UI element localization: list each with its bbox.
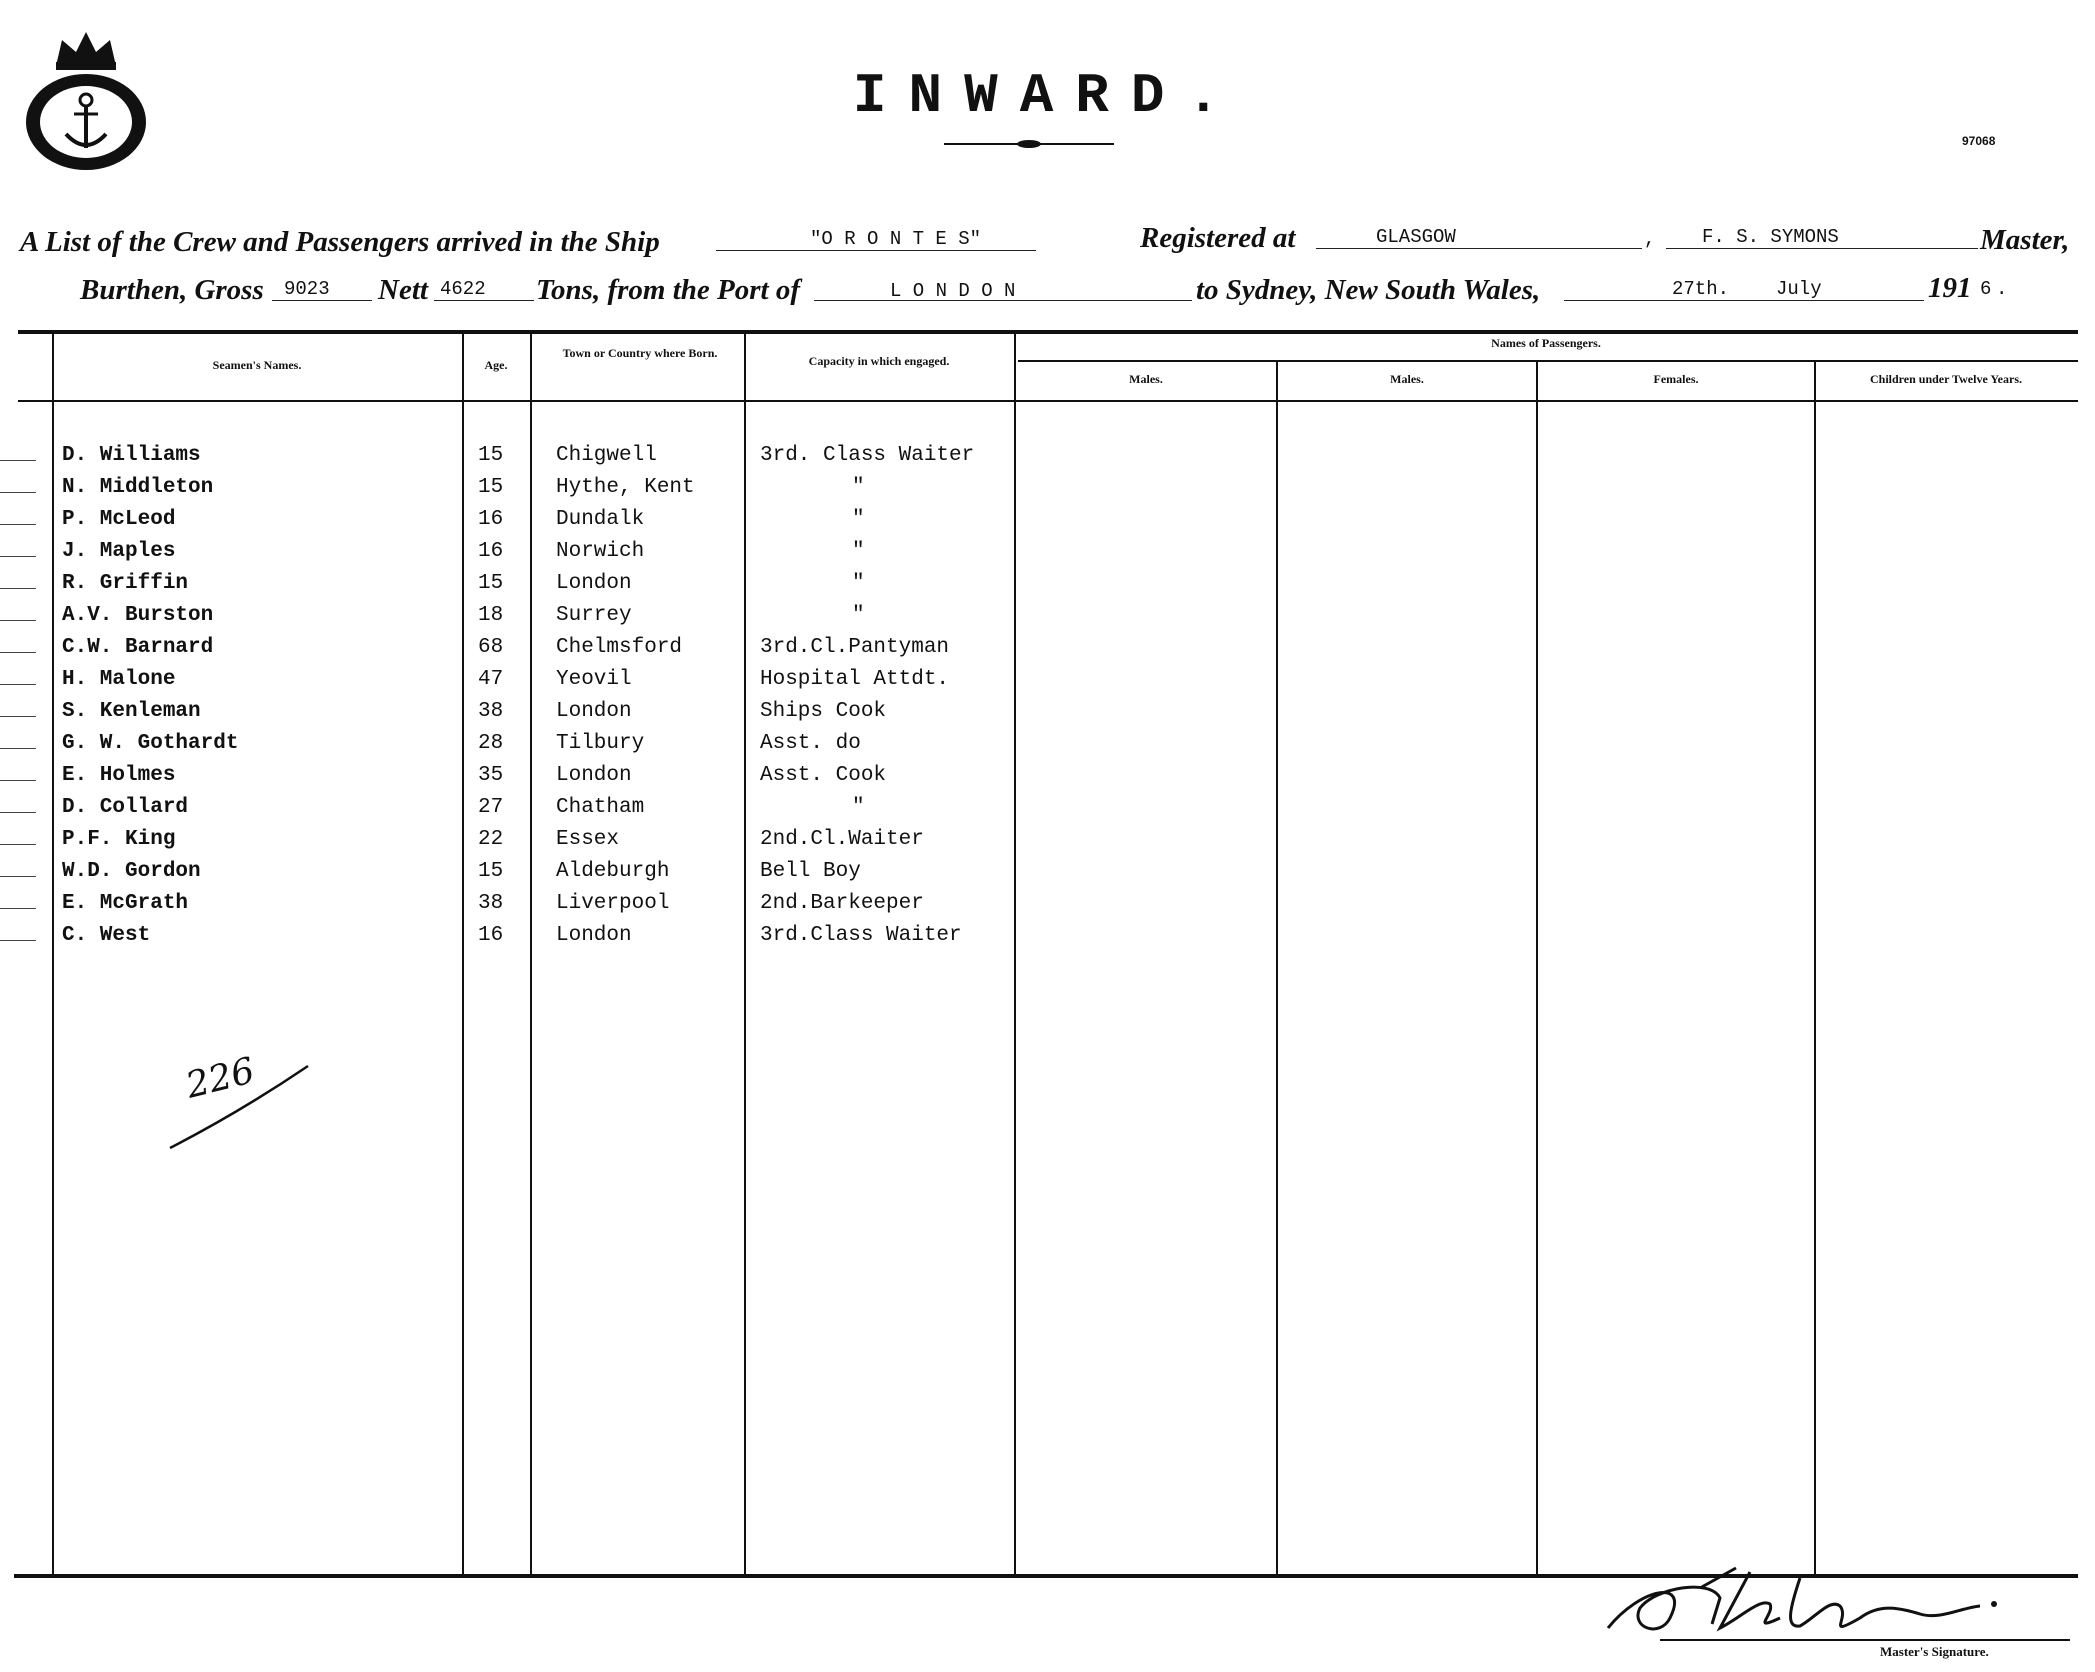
departure-port: L O N D O N	[890, 280, 1016, 302]
seaman-birthplace: London	[556, 924, 632, 947]
reference-number: 97068	[1962, 134, 1996, 148]
seaman-age: 47	[478, 668, 504, 691]
seaman-age: 68	[478, 636, 504, 659]
column-passenger-names: Names of Passengers.	[1491, 336, 1601, 350]
seaman-name: E. McGrath	[62, 892, 189, 915]
arrival-month: July	[1776, 278, 1822, 300]
seaman-age: 15	[478, 476, 504, 499]
seaman-name: G. W. Gothardt	[62, 732, 239, 755]
signature-caption: Master's Signature.	[1880, 1644, 1989, 1659]
column-males-1: Males.	[1129, 372, 1163, 386]
seaman-capacity: 3rd.Class Waiter	[760, 924, 962, 947]
row-tick-mark	[0, 684, 36, 685]
seaman-age: 27	[478, 796, 504, 819]
row-tick-mark	[0, 812, 36, 813]
seaman-birthplace: Chatham	[556, 796, 645, 819]
row-tick-mark	[0, 780, 36, 781]
seaman-capacity: "	[852, 796, 865, 819]
seaman-capacity: Ships Cook	[760, 700, 887, 723]
seaman-age: 16	[478, 924, 504, 947]
header-label-destination: to Sydney, New South Wales,	[1196, 274, 1541, 306]
seaman-capacity: "	[852, 476, 865, 499]
row-tick-mark	[0, 460, 36, 461]
seaman-name: D. Collard	[62, 796, 189, 819]
row-tick-mark	[0, 844, 36, 845]
seaman-age: 35	[478, 764, 504, 787]
seaman-birthplace: Tilbury	[556, 732, 645, 755]
column-females: Females.	[1653, 372, 1699, 386]
nett-tonnage: 4622	[440, 278, 486, 300]
seaman-capacity: 3rd.Cl.Pantyman	[760, 636, 950, 659]
column-age: Age.	[484, 358, 508, 372]
column-seamen-names: Seamen's Names.	[212, 358, 302, 372]
row-tick-mark	[0, 492, 36, 493]
gross-tonnage: 9023	[284, 278, 330, 300]
row-tick-mark	[0, 876, 36, 877]
year-prefix: 191	[1928, 272, 1972, 304]
title-ornament	[944, 136, 1114, 152]
column-children: Children under Twelve Years.	[1869, 372, 2022, 386]
row-tick-mark	[0, 940, 36, 941]
seaman-name: P.F. King	[62, 828, 176, 851]
seaman-birthplace: Aldeburgh	[556, 860, 670, 883]
seaman-name: R. Griffin	[62, 572, 189, 595]
seaman-age: 16	[478, 508, 504, 531]
seaman-capacity: "	[852, 604, 865, 627]
seaman-name: P. McLeod	[62, 508, 176, 531]
seaman-birthplace: London	[556, 572, 632, 595]
row-tick-mark	[0, 716, 36, 717]
header-label-nett: Nett	[378, 274, 428, 306]
column-capacity: Capacity in which engaged.	[808, 354, 950, 368]
seaman-birthplace: Chelmsford	[556, 636, 683, 659]
header-label-registered: Registered at	[1140, 222, 1296, 254]
seaman-birthplace: Dundalk	[556, 508, 645, 531]
seaman-birthplace: Liverpool	[556, 892, 670, 915]
seaman-age: 38	[478, 700, 504, 723]
page-title: INWARD.	[852, 64, 1243, 128]
year-digit: 6	[1980, 278, 1992, 300]
row-tick-mark	[0, 620, 36, 621]
row-tick-mark	[0, 748, 36, 749]
column-males-2: Males.	[1390, 372, 1424, 386]
seaman-name: S. Kenleman	[62, 700, 201, 723]
row-tick-mark	[0, 908, 36, 909]
seaman-capacity: "	[852, 540, 865, 563]
registered-port: GLASGOW	[1376, 226, 1456, 248]
seaman-name: W.D. Gordon	[62, 860, 201, 883]
seaman-name: C. West	[62, 924, 151, 947]
seaman-name: A.V. Burston	[62, 604, 214, 627]
seaman-birthplace: London	[556, 764, 632, 787]
seaman-birthplace: Essex	[556, 828, 620, 851]
header-label-ship: A List of the Crew and Passengers arrived in the Ship	[20, 226, 660, 258]
seaman-name: N. Middleton	[62, 476, 214, 499]
master-name: F. S. SYMONS	[1702, 226, 1839, 248]
seaman-age: 38	[478, 892, 504, 915]
seaman-name: J. Maples	[62, 540, 176, 563]
seaman-age: 22	[478, 828, 504, 851]
seaman-capacity: "	[852, 572, 865, 595]
row-tick-mark	[0, 588, 36, 589]
seaman-birthplace: Yeovil	[556, 668, 632, 691]
pencil-note: 226	[182, 1050, 259, 1107]
seaman-birthplace: Surrey	[556, 604, 632, 627]
header-label-master: Master,	[1980, 224, 2070, 256]
seaman-birthplace: Chigwell	[556, 444, 657, 467]
header-comma: ,	[1644, 228, 1656, 250]
master-signature-image	[1600, 1548, 2080, 1644]
year-end: .	[1996, 278, 2008, 300]
seaman-capacity: 3rd. Class Waiter	[760, 444, 975, 467]
seaman-capacity: Asst. do	[760, 732, 861, 755]
seaman-name: C.W. Barnard	[62, 636, 214, 659]
seaman-birthplace: Hythe, Kent	[556, 476, 695, 499]
header-label-burthen: Burthen, Gross	[80, 274, 264, 306]
seaman-age: 16	[478, 540, 504, 563]
header-label-port: Tons, from the Port of	[536, 274, 800, 306]
row-tick-mark	[0, 524, 36, 525]
row-tick-mark	[0, 556, 36, 557]
seaman-name: E. Holmes	[62, 764, 176, 787]
column-town-born: Town or Country where Born.	[562, 346, 718, 360]
seaman-name: H. Malone	[62, 668, 176, 691]
seaman-age: 15	[478, 444, 504, 467]
seaman-capacity: "	[852, 508, 865, 531]
seaman-birthplace: Norwich	[556, 540, 645, 563]
seaman-name: D. Williams	[62, 444, 201, 467]
ship-name: "O R O N T E S"	[810, 228, 982, 250]
seaman-age: 28	[478, 732, 504, 755]
seaman-capacity: Bell Boy	[760, 860, 861, 883]
seaman-capacity: 2nd.Cl.Waiter	[760, 828, 924, 851]
seaman-age: 18	[478, 604, 504, 627]
seaman-age: 15	[478, 572, 504, 595]
seaman-capacity: Hospital Attdt.	[760, 668, 950, 691]
seaman-capacity: 2nd.Barkeeper	[760, 892, 924, 915]
seaman-birthplace: London	[556, 700, 632, 723]
row-tick-mark	[0, 652, 36, 653]
arrival-day: 27th.	[1672, 278, 1730, 300]
seaman-age: 15	[478, 860, 504, 883]
seaman-capacity: Asst. Cook	[760, 764, 887, 787]
